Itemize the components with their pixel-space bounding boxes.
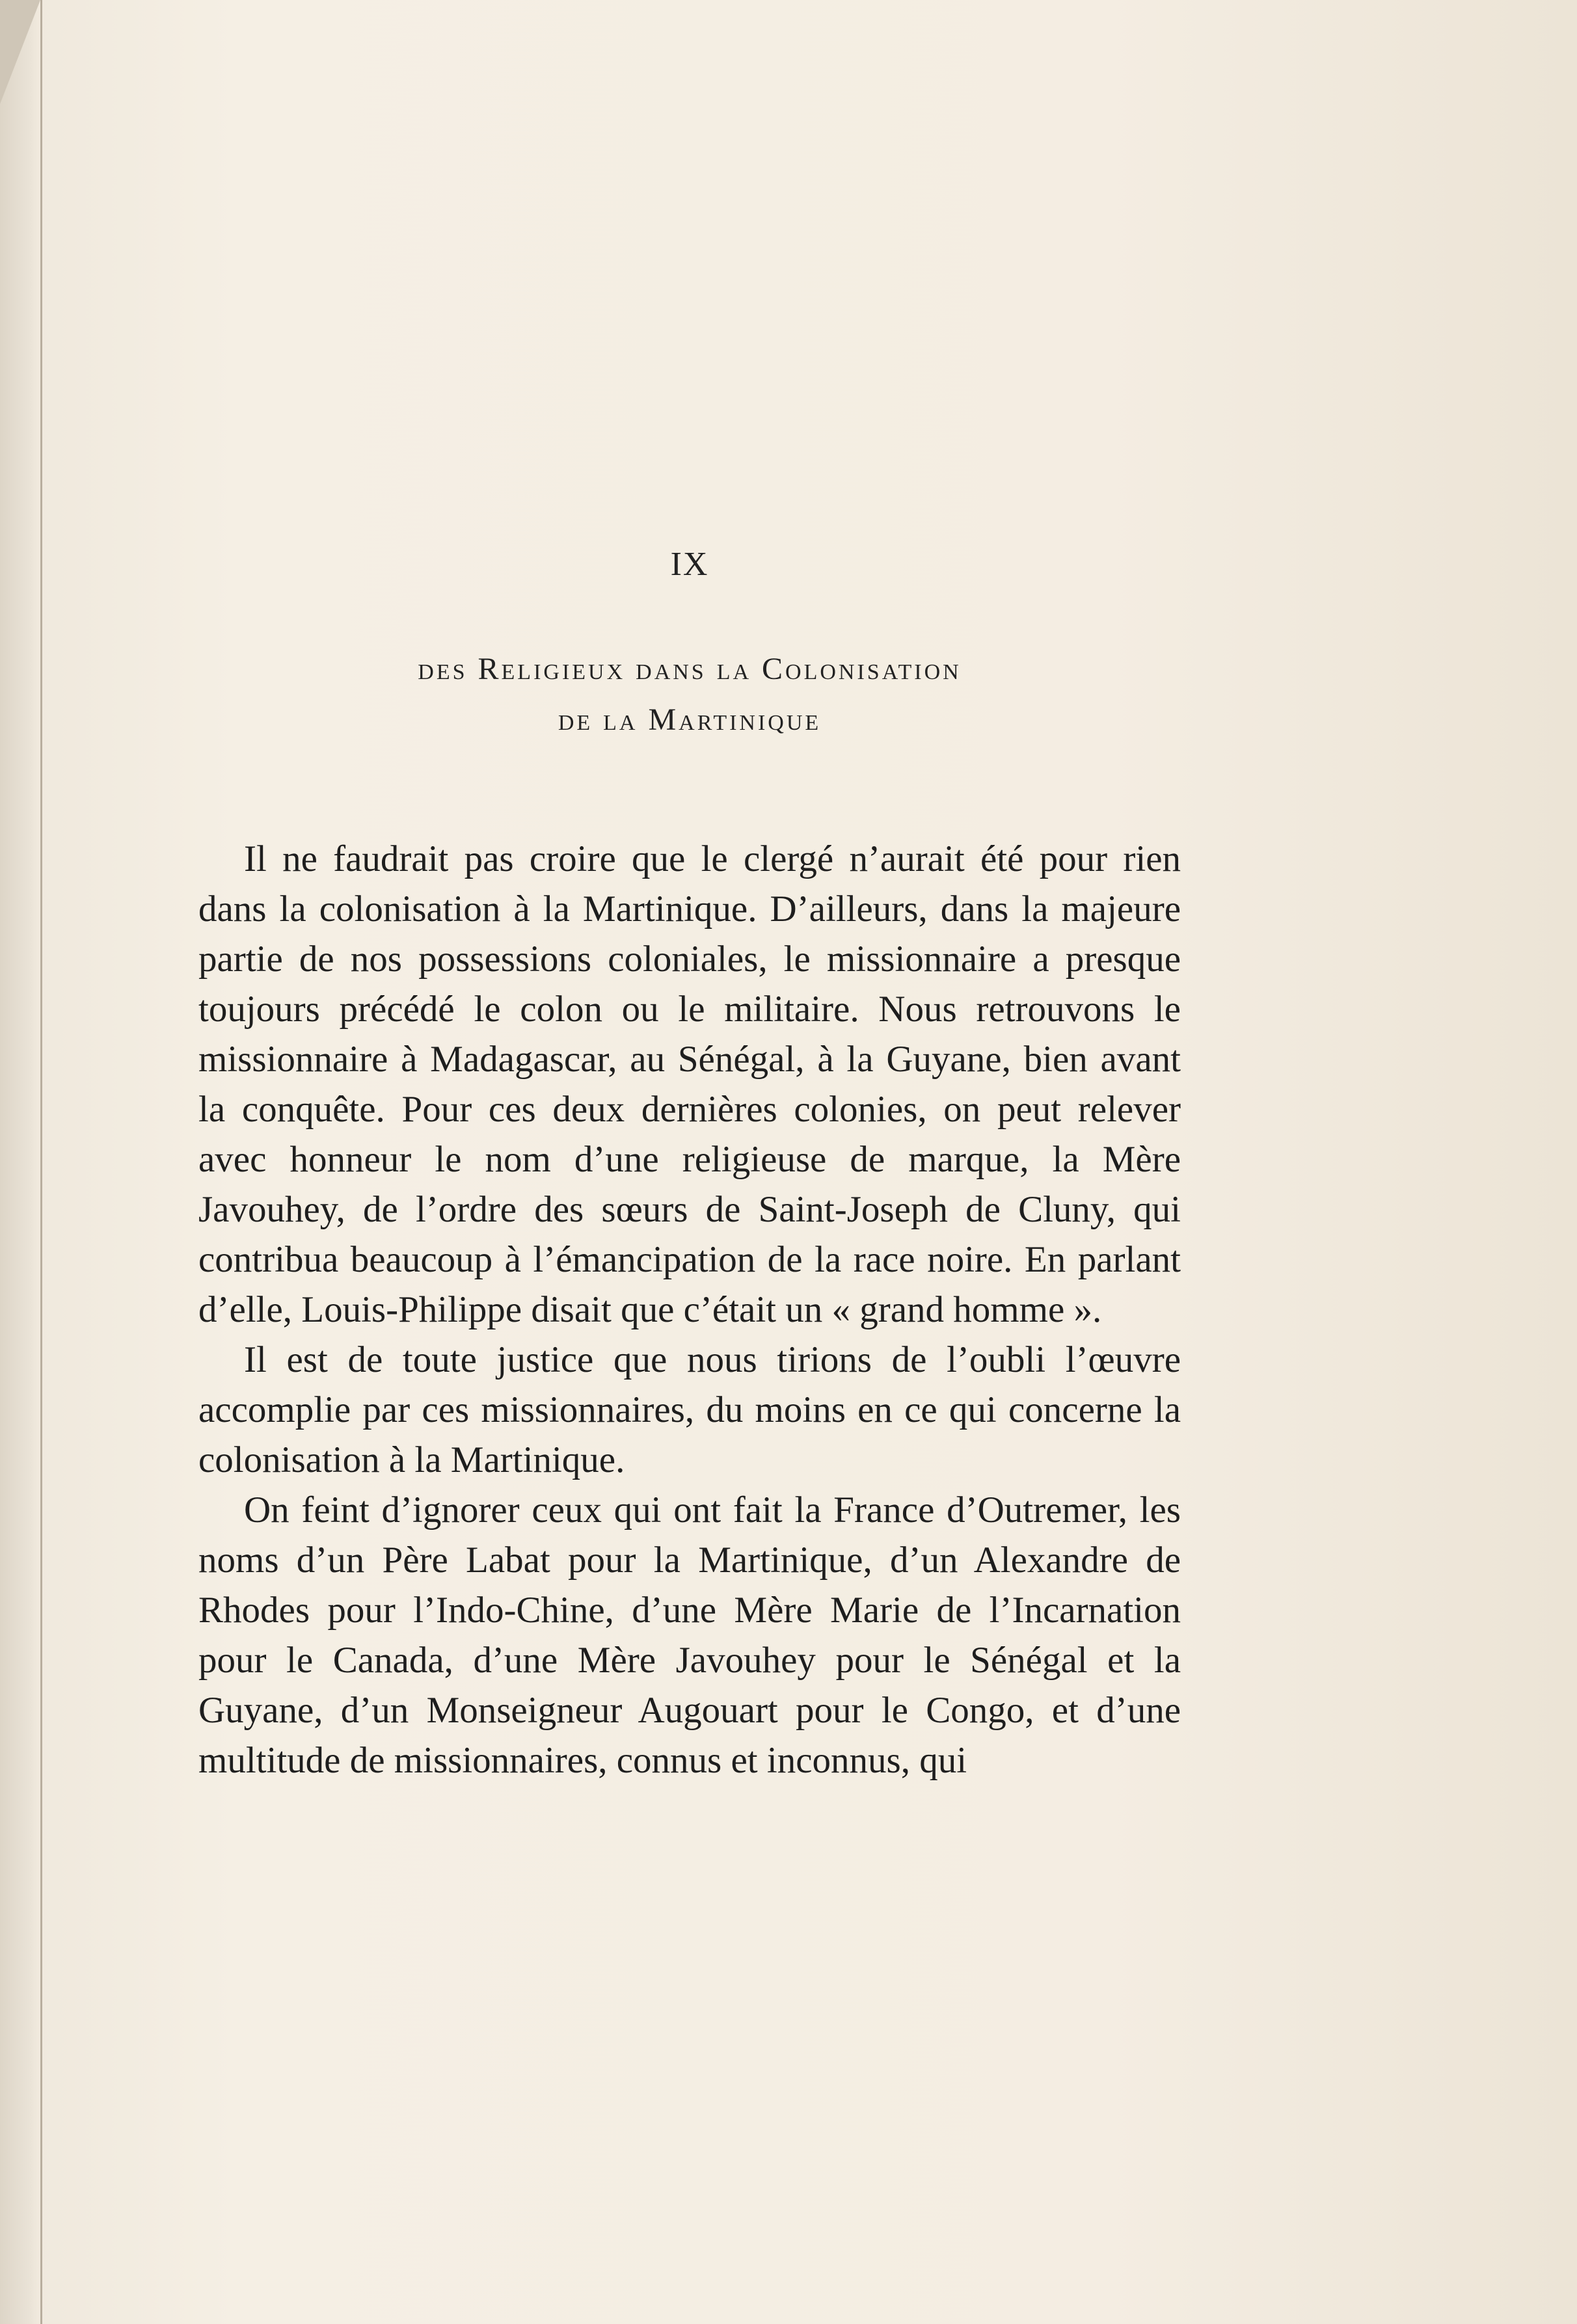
chapter-title bbox=[198, 644, 1181, 745]
chapter-number: IX bbox=[670, 546, 709, 583]
paragraph-1: Il ne faudrait pas croire que le clergé n’aurait été pour rien dans la colonisation à la Martinique. D’ailleurs, dans la majeure partie de nos possessions coloniales, le missionnaire a presque toujours précédé le colon ou le militaire. Nous retrouvons le missionnaire à Madagascar, au Sénégal, à la Guyane, bien avant la conquête. Pour ces deux dernières colonies, on peut relever avec honneur le nom d’une religieuse de marque, la Mère Javouhey, de l’ordre des sœurs de Saint-Joseph de Cluny, qui contribua beaucoup à l’émancipation de la race noire. En parlant d’elle, Louis-Philippe disait que c’était un « grand homme ». bbox=[198, 838, 1181, 1330]
body-text bbox=[198, 834, 1181, 1785]
binding-edge bbox=[0, 0, 42, 2324]
chapter-title-line-2: de la Martinique bbox=[558, 702, 822, 737]
paragraph-3: On feint d’ignorer ceux qui ont fait la France d’Outremer, les noms d’un Père Labat pour la Martinique, d’un Alexandre de Rhodes pour l’Indo-Chine, d’une Mère Marie de l’Incarnation pour le Canada, d’une Mère Javouhey pour le Sénégal et la Guyane, d’un Monseigneur Augouart pour le Congo, et d’une multitude de missionnaires, connus et inconnus, qui bbox=[198, 1489, 1181, 1781]
binding-corner bbox=[0, 0, 40, 104]
paragraph-2: Il est de toute justice que nous tirions de l’oubli l’œuvre accomplie par ces missionnaires, du moins en ce qui concerne la colonisation à la Martinique. bbox=[198, 1339, 1181, 1480]
chapter-title-line-1: des Religieux dans la Colonisation bbox=[418, 652, 962, 686]
